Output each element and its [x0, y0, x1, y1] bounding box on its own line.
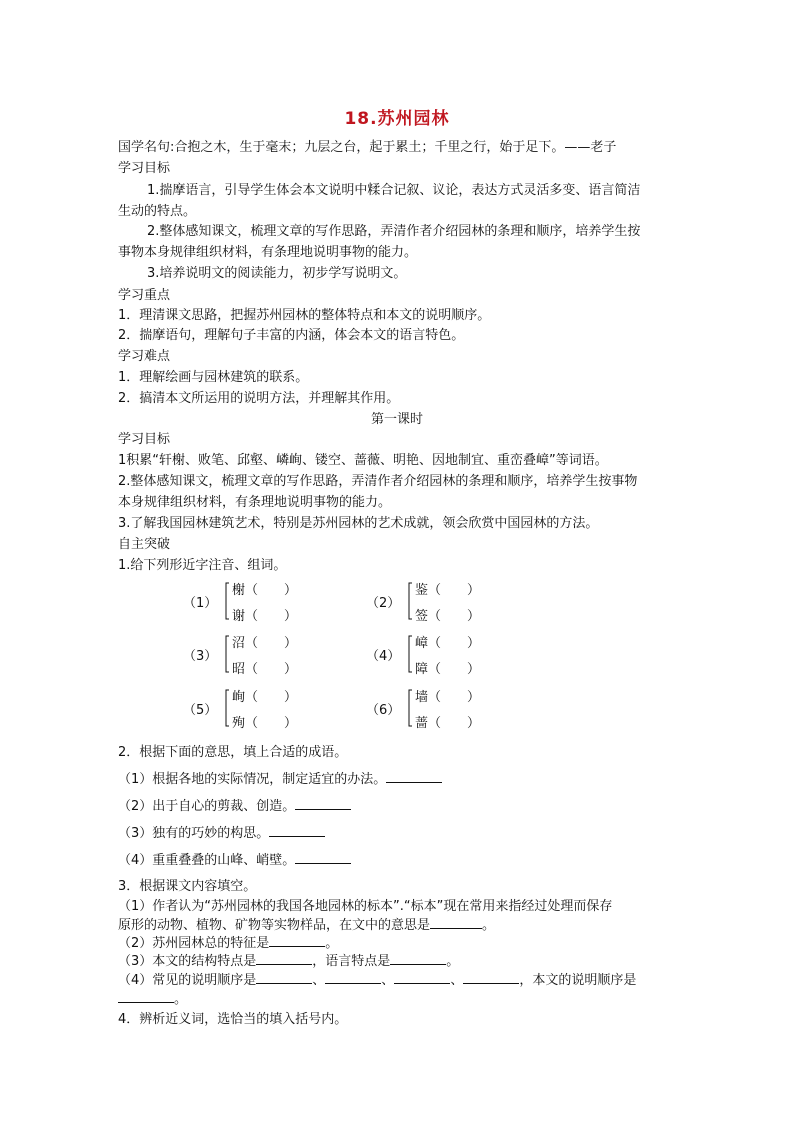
answer-blank[interactable] — [295, 850, 351, 864]
lesson-goals-heading: 学习目标 — [118, 432, 171, 447]
question-3: 3．根据课文内容填空。 — [118, 879, 257, 894]
answer-blank[interactable] — [394, 970, 450, 984]
pair-char: 峋（ ） — [232, 690, 298, 705]
goal-item: 3.培养说明文的阅读能力，初步学写说明文。 — [147, 266, 407, 281]
q3-item-text: （2）苏州园林总的特征是 — [118, 936, 270, 951]
pair-number: （6） — [366, 703, 401, 718]
answer-blank[interactable] — [463, 970, 519, 984]
q3-period: 。 — [446, 954, 460, 969]
q2-item-text: （1）根据各地的实际情况，制定适宜的办法。 — [118, 772, 387, 787]
pair-char: 榭（ ） — [232, 583, 298, 598]
pair-number: （5） — [183, 703, 218, 718]
goal-item: 1.揣摩语言，引导学生体会本文说明中糅合记叙、议论，表达方式灵活多变、语言简洁 — [147, 183, 641, 198]
q3-comma: 、 — [450, 973, 464, 988]
focus-item: 1．理清课文思路，把握苏州园林的整体特点和本文的说明顺序。 — [118, 308, 491, 323]
pair-char: 蔷（ ） — [415, 716, 481, 731]
brace-icon — [407, 635, 413, 673]
pair-char: 障（ ） — [415, 662, 481, 677]
q3-item-text: （4）常见的说明顺序是 — [118, 973, 257, 988]
q3-period: 。 — [174, 992, 188, 1007]
answer-blank[interactable] — [256, 951, 312, 965]
focus-heading: 学习重点 — [118, 288, 171, 303]
question-1: 1.给下列形近字注音、组词。 — [118, 558, 287, 573]
answer-blank[interactable] — [256, 970, 312, 984]
q2-item — [118, 823, 325, 844]
focus-item: 2．揣摩语句，理解句子丰富的内涵，体会本文的语言特色。 — [118, 328, 465, 343]
lesson-heading: 第一课时 — [370, 412, 423, 427]
pair-char: 殉（ ） — [232, 716, 298, 731]
brace-icon — [224, 635, 230, 673]
q3-comma: 、 — [381, 973, 395, 988]
goal-item: 2.整体感知课文，梳理文章的写作思路，弄清作者介绍园林的条理和顺序，培养学生按 — [147, 224, 641, 239]
pair-char: 鉴（ ） — [415, 583, 481, 598]
answer-blank[interactable] — [269, 823, 325, 837]
goals-heading: 学习目标 — [118, 161, 171, 176]
q3-item-text: （3）本文的结构特点是 — [118, 954, 257, 969]
pair-char: 墙（ ） — [415, 690, 481, 705]
q3-period: 。 — [482, 918, 496, 933]
answer-blank[interactable] — [269, 933, 325, 947]
answer-blank[interactable] — [390, 951, 446, 965]
q3-period: 。 — [325, 936, 339, 951]
q3-item-text: ，语言特点是 — [312, 954, 391, 969]
answer-blank[interactable] — [430, 915, 482, 929]
q2-item-text: （3）独有的巧妙的构思。 — [118, 826, 270, 841]
goal-item: 事物本身规律组织材料，有条理地说明事物的能力。 — [118, 245, 418, 260]
q3-item — [118, 970, 636, 991]
pair-char: 谢（ ） — [232, 609, 298, 624]
page-title: 18.苏州园林 — [344, 109, 450, 129]
q3-item: （1）作者认为“苏州园林的我国各地园林的标本”.“标本”现在常用来指经过处理而保存 — [118, 899, 613, 914]
classic-quote: 国学名句:合抱之木，生于毫末；九层之台，起于累土；千里之行，始于足下。——老子 — [118, 140, 617, 155]
pair-char: 沼（ ） — [232, 636, 298, 651]
pair-char: 签（ ） — [415, 609, 481, 624]
question-2: 2．根据下面的意思，填上合适的成语。 — [118, 745, 348, 760]
answer-blank[interactable] — [325, 970, 381, 984]
difficulty-item: 1．理解绘画与园林建筑的联系。 — [118, 370, 309, 385]
answer-blank[interactable] — [386, 769, 442, 783]
brace-icon — [224, 582, 230, 620]
q3-item — [118, 989, 187, 1010]
question-4: 4．辨析近义词，选恰当的填入括号内。 — [118, 1012, 348, 1027]
q3-item-text: ，本文的说明顺序是 — [519, 973, 637, 988]
q2-item-text: （2）出于自心的剪裁、创造。 — [118, 799, 296, 814]
q2-item — [118, 796, 351, 817]
brace-icon — [407, 689, 413, 727]
difficulty-heading: 学习难点 — [118, 349, 171, 364]
pair-char: 嶂（ ） — [415, 636, 481, 651]
lesson-goal-item: 本身规律组织材料，有条理地说明事物的能力。 — [118, 495, 392, 510]
pair-number: （2） — [366, 596, 401, 611]
pair-char: 昭（ ） — [232, 662, 298, 677]
brace-icon — [407, 582, 413, 620]
pair-number: （3） — [183, 649, 218, 664]
answer-blank[interactable] — [295, 796, 351, 810]
self-study-heading: 自主突破 — [118, 537, 171, 552]
lesson-goal-item: 3.了解我国园林建筑艺术，特别是苏州园林的艺术成就，领会欣赏中国园林的方法。 — [118, 516, 599, 531]
q3-item — [118, 951, 459, 972]
pair-number: （1） — [183, 596, 218, 611]
difficulty-item: 2．搞清本文所运用的说明方法，并理解其作用。 — [118, 391, 400, 406]
q3-comma: 、 — [312, 973, 326, 988]
lesson-goal-item: 1积累“轩榭、败笔、邱壑、嶙峋、镂空、蔷薇、明艳、因地制宜、重峦叠嶂”等词语。 — [118, 453, 608, 468]
q2-item — [118, 850, 351, 871]
q2-item — [118, 769, 442, 790]
lesson-goal-item: 2.整体感知课文，梳理文章的写作思路，弄清作者介绍园林的条理和顺序，培养学生按事物 — [118, 474, 638, 489]
pair-number: （4） — [366, 649, 401, 664]
q2-item-text: （4）重重叠叠的山峰、峭壁。 — [118, 853, 296, 868]
answer-blank[interactable] — [118, 989, 174, 1003]
q3-item-text: 原形的动物、植物、矿物等实物样品，在文中的意思是 — [118, 918, 431, 933]
brace-icon — [224, 689, 230, 727]
goal-item: 生动的特点。 — [118, 204, 197, 219]
